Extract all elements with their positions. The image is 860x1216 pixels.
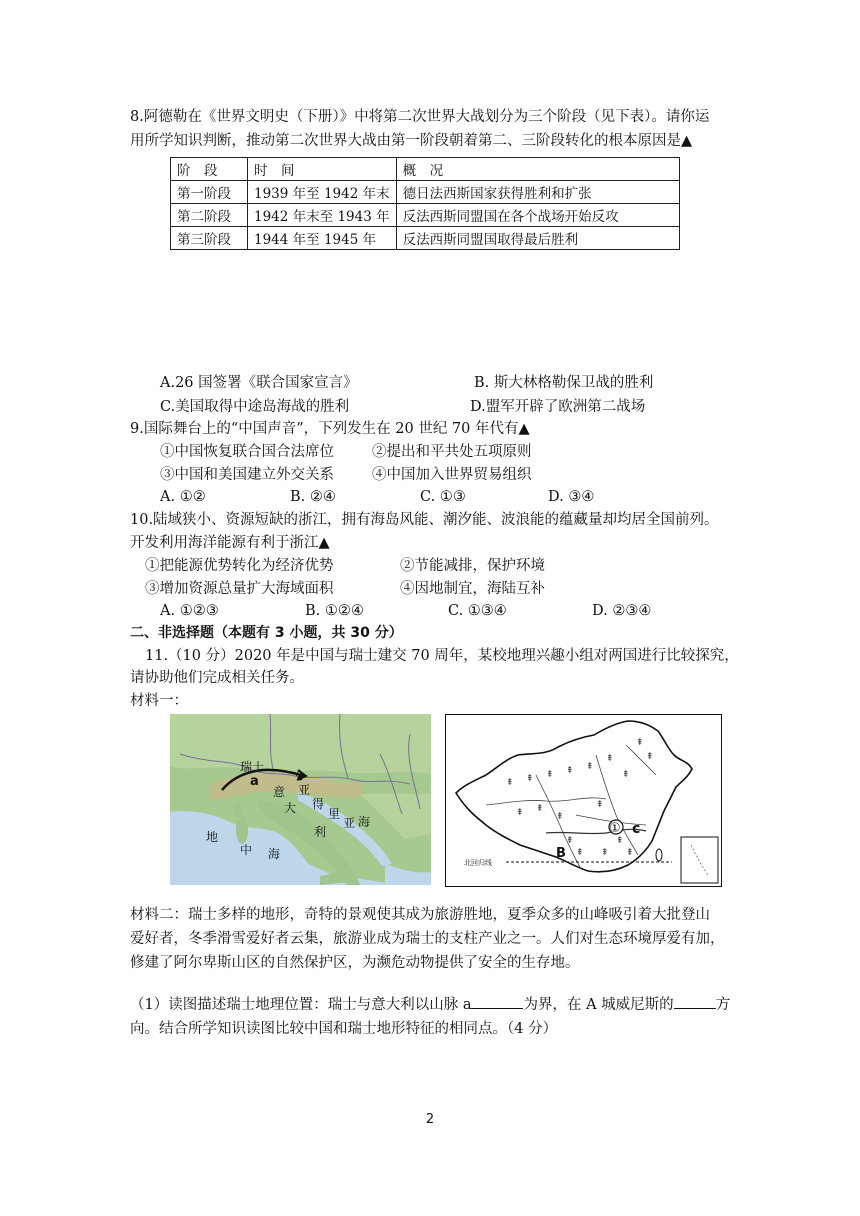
table-cell: 反法西斯同盟国取得最后胜利 (396, 227, 679, 250)
q10-option-b: B. ①②④ (305, 603, 364, 619)
q11-sub1-text-a: （1）读图描述瑞士地理位置：瑞士与意大利以山脉 a (130, 997, 472, 1013)
map-label: A (296, 769, 303, 779)
q9-option-a: A. ①② (160, 489, 206, 505)
map-label: 意 (273, 785, 286, 799)
table-header-cell: 阶 段 (171, 158, 248, 181)
svg-text:⇞: ⇞ (566, 766, 574, 776)
svg-text:⇞: ⇞ (646, 752, 654, 762)
q8-option-b: B. 斯大林格勒保卫战的胜利 (474, 375, 654, 391)
svg-text:⇞: ⇞ (506, 778, 514, 788)
q9-item-4: ④中国加入世界贸易组织 (372, 467, 532, 483)
table-cell: 1942 年末至 1943 年 (248, 204, 397, 227)
q10-item-2: ②节能减排，保护环境 (400, 558, 545, 574)
table-cell: 第三阶段 (171, 227, 248, 250)
material2-line3: 修建了阿尔卑斯山区的自然保护区，为濒危动物提供了安全的生存地。 (130, 955, 580, 971)
q8-option-d: D.盟军开辟了欧洲第二战场 (470, 399, 646, 415)
svg-text:⇞: ⇞ (616, 836, 624, 846)
svg-text:⇞: ⇞ (596, 800, 604, 810)
table-cell: 1939 年至 1942 年末 (248, 181, 397, 204)
q9-item-1: ①中国恢复联合国合法席位 (160, 444, 334, 460)
map-marker-b: B (556, 846, 566, 861)
q10-option-a: A. ①②③ (160, 603, 219, 619)
q10-option-d: D. ②③④ (592, 603, 652, 619)
q10-option-c: C. ①③④ (448, 603, 507, 619)
svg-text:⇞: ⇞ (516, 808, 524, 818)
table-cell: 第二阶段 (171, 204, 248, 227)
q11-sub1-line1 (130, 994, 730, 1016)
q9-option-c: C. ①③ (420, 489, 466, 505)
svg-text:⇞: ⇞ (601, 848, 609, 858)
q10-item-1: ①把能源优势转化为经济优势 (145, 558, 334, 574)
table-row (171, 181, 680, 204)
map-marker-c: c (632, 821, 641, 837)
ww2-stages-table (170, 157, 680, 250)
table-row (171, 204, 680, 227)
svg-text:⇞: ⇞ (536, 804, 544, 814)
map-label: 大 (284, 801, 297, 815)
q10-item-3: ③增加资源总量扩大海域面积 (145, 581, 334, 597)
svg-text:⇞: ⇞ (576, 848, 584, 858)
q10-stem-line1: 10.陆域狭小、资源短缺的浙江，拥有海岛风能、潮汐能、波浪能的蕴藏量却均居全国前列。 (130, 512, 719, 528)
q11-stem-line2: 请协助他们完成相关任务。 (130, 670, 304, 686)
svg-text:⇞: ⇞ (626, 848, 634, 858)
map-label: 地 (206, 830, 219, 844)
material1-label: 材料一： (130, 693, 188, 709)
q8-option-c: C.美国取得中途岛海战的胜利 (160, 399, 350, 415)
table-cell: 1944 年至 1945 年 (248, 227, 397, 250)
map-label: 亚 (298, 783, 311, 797)
map-label: 海 (358, 815, 371, 829)
table-header-row (171, 158, 680, 181)
europe-map-svg (170, 714, 431, 885)
q11-sub1-text-c: 方 (715, 997, 731, 1013)
map-label: 瑞士 (240, 760, 265, 774)
material2-line2: 爱好者，冬季滑雪爱好者云集，旅游业成为瑞士的支柱产业之一。人们对生态环境厚爱有加， (130, 931, 725, 947)
table-row (171, 227, 680, 250)
answer-blank-mountain[interactable] (471, 994, 523, 1009)
china-map-svg (446, 715, 720, 885)
material2-line1: 材料二：瑞士多样的地形，奇特的景观使其成为旅游胜地，夏季众多的山峰吸引着大批登山 (130, 907, 710, 923)
table-cell: 第一阶段 (171, 181, 248, 204)
europe-map (170, 714, 431, 885)
q8-option-a: A.26 国签署《联合国家宣言》 (160, 375, 358, 391)
svg-text:⇞: ⇞ (636, 738, 644, 748)
china-map (445, 714, 722, 887)
q11-sub1-line2: 向。结合所学知识读图比较中国和瑞士地形特征的相同点。（4 分） (130, 1021, 558, 1037)
q11-sub1-text-b: 为界，在 A 城威尼斯的 (523, 997, 674, 1013)
svg-text:⇞: ⇞ (606, 754, 614, 764)
table-header-cell: 概 况 (396, 158, 679, 181)
map-label: 海 (268, 847, 281, 861)
q11-stem-line1: 11.（10 分）2020 年是中国与瑞士建交 70 周年，某校地理兴趣小组对两国进行比较探究， (145, 648, 739, 664)
map-label: 里 (328, 807, 341, 821)
table-cell: 反法西斯同盟国在各个战场开始反攻 (396, 204, 679, 227)
q9-option-d: D. ③④ (548, 489, 595, 505)
q9-item-2: ②提出和平共处五项原则 (372, 444, 532, 460)
map-label: 利 (314, 825, 327, 839)
table-cell: 德日法西斯国家获得胜利和扩张 (396, 181, 679, 204)
svg-text:⇞: ⇞ (526, 774, 534, 784)
svg-text:⇞: ⇞ (546, 770, 554, 780)
q9-item-3: ③中国和美国建立外交关系 (160, 467, 334, 483)
map-label: a (250, 774, 259, 789)
table-header-cell: 时 间 (248, 158, 397, 181)
section-title: 二、非选择题（本题有 3 小题，共 30 分） (130, 625, 403, 641)
page-number: 2 (425, 1112, 435, 1127)
answer-blank-direction[interactable] (674, 994, 716, 1009)
tropic-label: 北回归线 (464, 859, 492, 867)
map-label: 得 (312, 797, 325, 811)
svg-text:⇞: ⇞ (622, 770, 630, 780)
svg-text:⇞: ⇞ (586, 762, 594, 772)
map-label: 亚 (343, 816, 356, 830)
svg-text:⇞: ⇞ (556, 812, 564, 822)
map-marker-one: ① (609, 821, 621, 836)
q8-stem-line1: 8.阿德勒在《世界文明史（下册）》中将第二次世界大战划分为三个阶段（见下表）。请你运 (130, 109, 710, 125)
q10-item-4: ④因地制宜，海陆互补 (400, 581, 545, 597)
q9-option-b: B. ②④ (290, 489, 336, 505)
q8-stem-line2: 用所学知识判断，推动第二次世界大战由第一阶段朝着第二、三阶段转化的根本原因是▲ (130, 133, 693, 149)
map-label: 中 (240, 843, 253, 857)
svg-text:⇞: ⇞ (566, 836, 574, 846)
q9-stem: 9.国际舞台上的“中国声音”，下列发生在 20 世纪 70 年代有▲ (130, 421, 530, 437)
q10-stem-line2: 开发利用海洋能源有利于浙江▲ (130, 535, 330, 551)
